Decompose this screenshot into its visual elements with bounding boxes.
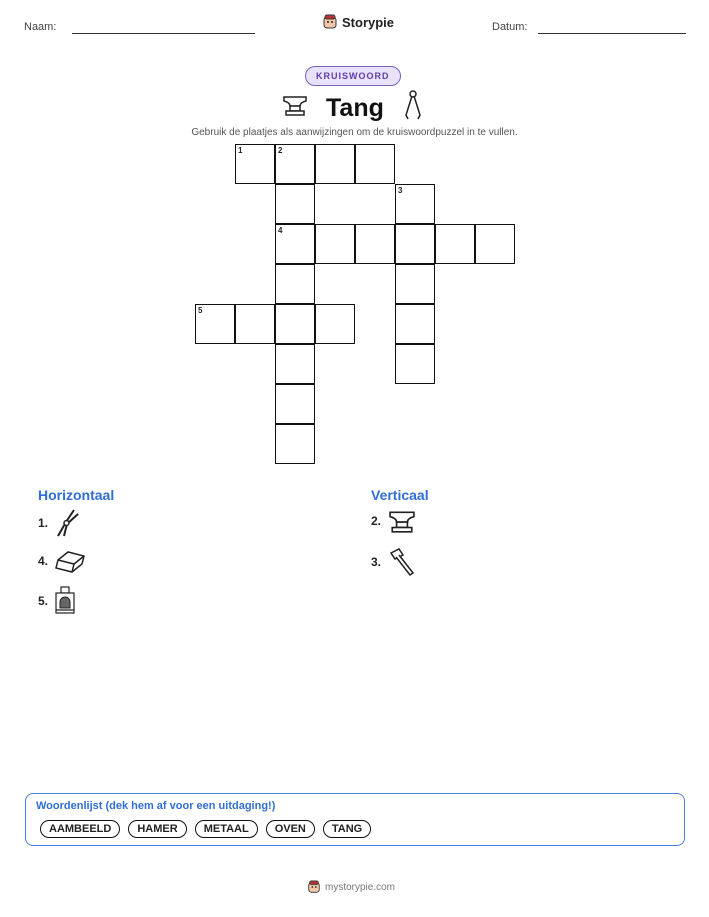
grid-cell[interactable] bbox=[275, 304, 315, 344]
grid-cell[interactable] bbox=[275, 184, 315, 224]
date-line[interactable] bbox=[538, 33, 686, 34]
grid-cell[interactable] bbox=[235, 144, 275, 184]
clue-number-label: 3. bbox=[371, 555, 382, 569]
anvil-icon bbox=[282, 93, 308, 117]
name-label: Naam: bbox=[24, 21, 57, 33]
word-list-title: Woordenlijst (dek hem af voor een uitdaging!) bbox=[36, 800, 276, 812]
footer-url[interactable]: mystorypie.com bbox=[325, 881, 396, 893]
metal-bar-icon bbox=[54, 548, 86, 574]
grid-cell[interactable] bbox=[275, 424, 315, 464]
clue-number-label: 4. bbox=[38, 554, 49, 568]
storypie-mascot-icon bbox=[322, 14, 338, 30]
word-chip: METAAL bbox=[195, 820, 258, 838]
grid-cell[interactable] bbox=[195, 304, 235, 344]
grid-cell[interactable] bbox=[275, 224, 315, 264]
grid-cell[interactable] bbox=[475, 224, 515, 264]
clue-number: 3 bbox=[398, 186, 403, 195]
clue-across-5 bbox=[38, 586, 76, 616]
clue-down-3 bbox=[371, 547, 415, 577]
name-line[interactable] bbox=[72, 33, 255, 34]
grid-cell[interactable] bbox=[395, 304, 435, 344]
grid-cell[interactable] bbox=[275, 344, 315, 384]
storypie-mascot-icon bbox=[307, 880, 321, 894]
clue-across-1 bbox=[38, 508, 80, 538]
brand-logo bbox=[322, 14, 394, 30]
word-chip: TANG bbox=[323, 820, 371, 838]
grid-cell[interactable] bbox=[395, 344, 435, 384]
grid-cell[interactable] bbox=[315, 304, 355, 344]
anvil-icon bbox=[387, 508, 417, 534]
grid-cell[interactable] bbox=[315, 224, 355, 264]
puzzle-title: Tang bbox=[326, 94, 384, 122]
word-chip: OVEN bbox=[266, 820, 315, 838]
grid-cell[interactable] bbox=[355, 224, 395, 264]
word-list-box bbox=[25, 793, 685, 846]
grid-cell[interactable] bbox=[275, 264, 315, 304]
grid-cell[interactable] bbox=[395, 184, 435, 224]
clue-across-4 bbox=[38, 548, 86, 574]
word-chip: HAMER bbox=[128, 820, 186, 838]
grid-cell[interactable] bbox=[235, 304, 275, 344]
grid-cell[interactable] bbox=[395, 264, 435, 304]
grid-cell[interactable] bbox=[275, 144, 315, 184]
clue-down-2 bbox=[371, 508, 417, 534]
clue-number: 1 bbox=[238, 146, 243, 155]
clue-number: 4 bbox=[278, 226, 283, 235]
clue-number-label: 2. bbox=[371, 514, 382, 528]
instructions-text: Gebruik de plaatjes als aanwijzingen om de kruiswoordpuzzel in te vullen. bbox=[191, 127, 518, 138]
across-title: Horizontaal bbox=[38, 487, 115, 503]
grid-cell[interactable] bbox=[275, 384, 315, 424]
pliers-icon bbox=[54, 508, 80, 538]
word-list-words bbox=[40, 819, 379, 838]
clue-number: 5 bbox=[198, 306, 203, 315]
down-title: Verticaal bbox=[371, 487, 429, 503]
word-chip: AAMBEELD bbox=[40, 820, 120, 838]
date-label: Datum: bbox=[492, 21, 528, 33]
grid-cell[interactable] bbox=[355, 144, 395, 184]
tongs-icon bbox=[402, 89, 424, 121]
brand-name: Storypie bbox=[342, 14, 395, 30]
grid-cell[interactable] bbox=[435, 224, 475, 264]
hammer-icon bbox=[387, 547, 415, 577]
puzzle-type-badge: KRUISWOORD bbox=[305, 66, 401, 86]
clue-number-label: 5. bbox=[38, 594, 49, 608]
clue-number: 2 bbox=[278, 146, 283, 155]
grid-cell[interactable] bbox=[395, 224, 435, 264]
clue-number-label: 1. bbox=[38, 516, 49, 530]
oven-icon bbox=[54, 586, 76, 616]
grid-cell[interactable] bbox=[315, 144, 355, 184]
footer bbox=[307, 880, 395, 894]
